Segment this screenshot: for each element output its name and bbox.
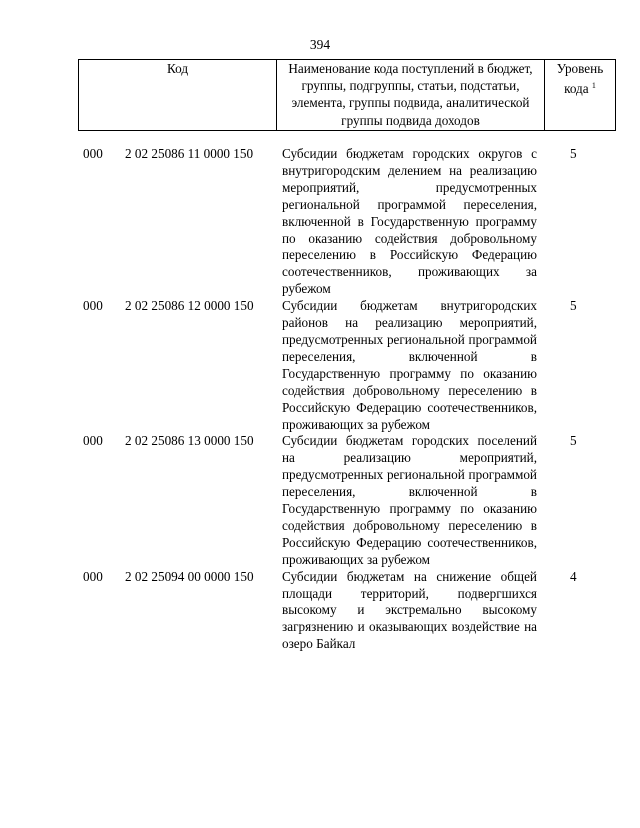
table-row xyxy=(0,433,640,568)
row-admin-code: 000 xyxy=(83,298,103,314)
table-body xyxy=(0,146,640,653)
row-code-level: 5 xyxy=(570,298,577,314)
row-income-code: 2 02 25086 12 0000 150 xyxy=(125,298,254,314)
row-code-level: 5 xyxy=(570,146,577,161)
row-code-level: 5 xyxy=(570,433,577,449)
row-income-code: 2 02 25086 13 0000 150 xyxy=(125,433,254,449)
header-name: Наименование кода поступлений в бюджет, группы, подгруппы, статьи, подстатьи, элемента, группы подвида, аналитической группы подвида доходов xyxy=(277,60,545,131)
header-code: Код xyxy=(79,60,277,131)
row-income-name: Субсидии бюджетам на снижение общей площади территорий, подвергшихся высокому и экстремально высокому загрязнению и оказывающих воздействие на озеро Байкал xyxy=(282,568,537,652)
header-level xyxy=(545,60,616,131)
table-row xyxy=(0,298,640,433)
row-admin-code: 000 xyxy=(83,146,103,161)
header-level-label: Уровень кода xyxy=(556,61,604,97)
row-code-level: 4 xyxy=(570,568,577,584)
header-level-footnote: 1 xyxy=(591,81,596,91)
table-row xyxy=(0,569,640,654)
row-income-name: Субсидии бюджетам внутригородских районов на реализацию мероприятий, предусмотренных региональной программой переселения, включенной в Государственную программу по оказанию содействия добровольному переселению в Российскую Федерацию соотечественников, проживающих за рубежом xyxy=(282,298,537,432)
page-number: 394 xyxy=(309,37,331,52)
row-income-code: 2 02 25094 00 0000 150 xyxy=(125,568,254,584)
table-row xyxy=(0,146,640,298)
table-header xyxy=(78,59,616,131)
table-header-row xyxy=(79,60,616,131)
row-income-name: Субсидии бюджетам городских округов с внутригородским делением на реализацию мероприятий, предусмотренных региональной программой переселения, включенной в Государственную программу по оказанию содействия добровольному переселению в Российскую Федерацию соотечественников, проживающих за рубежом xyxy=(282,146,537,297)
row-income-code: 2 02 25086 11 0000 150 xyxy=(125,146,254,161)
row-admin-code: 000 xyxy=(83,433,103,449)
row-admin-code: 000 xyxy=(83,568,103,584)
row-income-name: Субсидии бюджетам городских поселений на реализацию мероприятий, предусмотренных региональной программой переселения, включенной в Государственную программу по оказанию содействия добровольному переселению в Российскую Федерацию соотечественников, проживающих за рубежом xyxy=(282,433,537,567)
